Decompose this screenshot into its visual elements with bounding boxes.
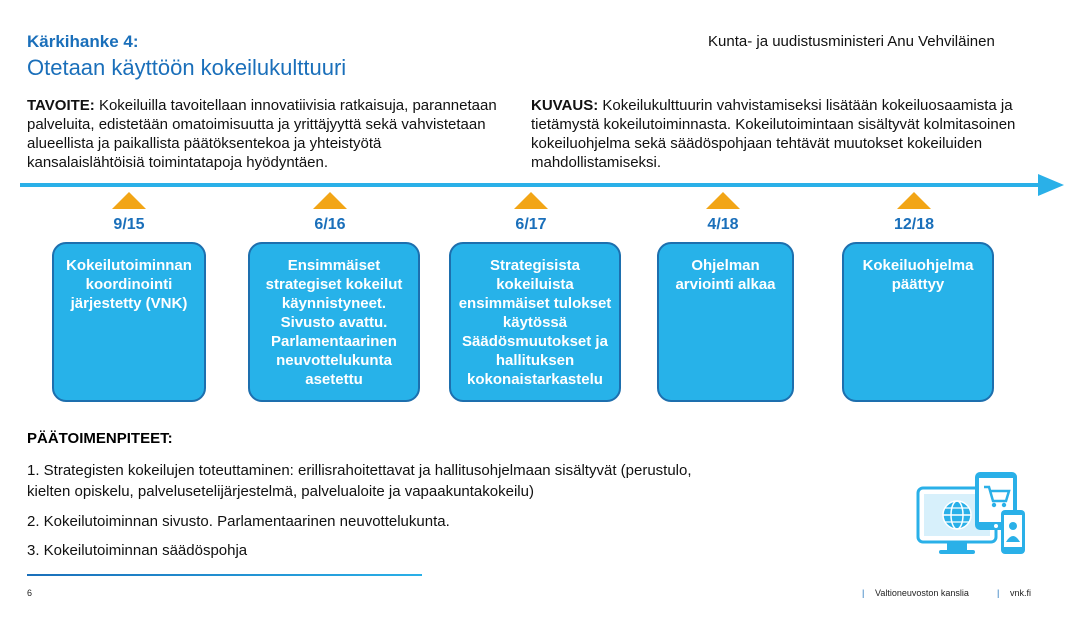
milestone-box: Kokeilutoiminnan koordinointi järjestetty (VNK)	[52, 242, 206, 402]
goal-paragraph	[27, 96, 497, 172]
milestone-date: 9/15	[113, 216, 145, 233]
milestone-marker	[706, 192, 740, 209]
kicker: Kärkihanke 4:	[27, 32, 139, 51]
description-text: Kokeilukulttuurin vahvistamiseksi lisätään kokeiluosaamista ja tietämystä kokeilutoiminnasta. Kokeilutoimintaan sisältyvät kolmitasoinen kokeiluohjelma sekä säädöspohjaan tehtävät muutokset kokeiluiden mahdollistamiseksi.	[531, 97, 1016, 171]
action-item: 2. Kokeilutoiminnan sivusto. Parlamentaarinen neuvottelukunta.	[27, 513, 450, 530]
milestone-date: 6/17	[515, 216, 547, 233]
devices-icon	[915, 470, 1027, 560]
milestone-marker	[313, 192, 347, 209]
goal-label: TAVOITE:	[27, 97, 95, 114]
milestone-marker	[112, 192, 146, 209]
footer-divider	[27, 574, 422, 576]
footer-separator: |	[997, 588, 1000, 598]
description-paragraph	[531, 96, 1041, 172]
milestone-box: Strategisista kokeiluista ensimmäiset tulokset käytössä Säädösmuutokset ja hallituksen kokonaistarkastelu	[449, 242, 621, 402]
action-item: 1. Strategisten kokeilujen toteuttaminen: erillisrahoitettavat ja hallitusohjelmaan sisältyvät (perustulo, kielten opiskelu, palvelusetelijärjestelmä, palvelualoite ja vapaakuntakokeilu)	[27, 462, 692, 500]
footer-separator: |	[862, 588, 865, 598]
milestone-box: Ensimmäiset strategiset kokeilut käynnistyneet. Sivusto avattu. Parlamentaarinen neuvottelukunta asetettu	[248, 242, 420, 402]
milestone-box: Kokeiluohjelma päättyy	[842, 242, 994, 402]
description-label: KUVAUS:	[531, 97, 599, 114]
footer-site-link[interactable]: vnk.fi	[1010, 588, 1032, 598]
minister-name: Kunta- ja uudistusministeri Anu Vehviläinen	[708, 33, 995, 50]
goal-text: Kokeiluilla tavoitellaan innovatiivisia ratkaisuja, parannetaan palveluita, edistetään omatoimisuutta ja yrittäjyyttä sekä vahvistetaan alueellista ja paikallista päätöksentekoa ja yhteistyötä kansalaislähtöisiä toimintatapoja hyödyntäen.	[27, 97, 497, 171]
action-item: 3. Kokeilutoiminnan säädöspohja	[27, 542, 248, 559]
milestone-date: 6/16	[314, 216, 346, 233]
milestone-date: 12/18	[893, 216, 935, 233]
timeline-arrowhead	[1038, 174, 1064, 196]
footer-org: Valtioneuvoston kanslia	[875, 588, 969, 598]
milestone-marker	[514, 192, 548, 209]
actions-heading: PÄÄTOIMENPITEET:	[27, 430, 173, 447]
milestone-box: Ohjelman arviointi alkaa	[657, 242, 794, 402]
page-title: Otetaan käyttöön kokeilukulttuuri	[27, 55, 347, 80]
page-number: 6	[27, 588, 33, 598]
milestone-marker	[897, 192, 931, 209]
timeline-axis	[20, 183, 1042, 187]
milestone-date: 4/18	[707, 216, 739, 233]
